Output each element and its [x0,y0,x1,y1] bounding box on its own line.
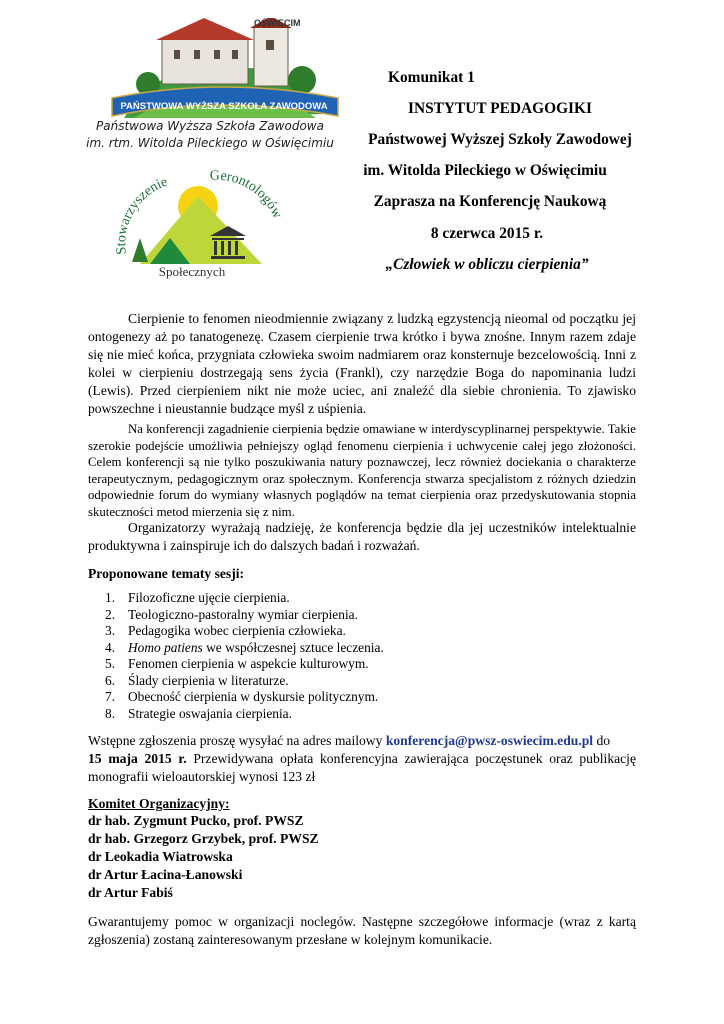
topic-italic-text: Homo patiens [128,639,203,655]
committee-member: dr hab. Grzegorz Grzybek, prof. PWSZ [88,831,319,846]
committee-member: dr hab. Zygmunt Pucko, prof. PWSZ [88,813,304,828]
logo-arc-left: Stowarzyszenie [114,174,170,256]
topic-number: 3. [105,623,116,638]
topic-number: 1. [105,590,116,605]
topic-text: Filozoficzne ujęcie cierpienia. [128,590,290,605]
pwsz-logo [104,18,344,130]
stowarzyszenie-logo [110,166,290,282]
logo-ribbon-text: PAŃSTWOWA WYŻSZA SZKOŁA ZAWODOWA [120,101,328,112]
list-item [88,706,628,723]
svg-text:Gerontologów [210,169,285,222]
list-item [88,640,628,657]
committee-member: dr Artur Fabiś [88,885,173,900]
pwsz-caption-line-2: im. rtm. Witolda Pileckiego w Oświęcimiu [86,136,334,150]
topic-text: Ślady cierpienia w literaturze. [128,672,289,688]
committee-member: dr Leokadia Wiatrowska [88,849,233,864]
committee-list [88,812,636,902]
topics-list [88,590,628,722]
submission-info [88,732,636,786]
paragraph-hope: Organizatorzy wyrażają nadzieję, że konferencja będzie dla jej uczestników intelektualnie produktywna i zainspiruje ich do dalszych badań i rozważań. [88,520,636,553]
topic-text: we współczesnej sztuce leczenia. [202,639,384,655]
conference-date: 8 czerwca 2015 r. [430,225,544,242]
paragraph-scope: Na konferencji zagadnienie cierpienia będzie omawiane w interdyscyplinarnej perspektywie. Takie szerokie podejście umożliwia pełniejszy ogląd fenomenu cierpienia i uchwycenie całej jego złożoności. Celem konferencji są nie tylko poszukiwania natury poznawczej, lecz również dociekania o charakterze terapeutycznym, pedagogicznym oraz społecznym. Konferencja stwarza specjalistom z różnych dziedzin odpowiednie forum do wymiany własnych poglądów na temat cierpienia oraz przedyskutowania stopnia skuteczności metod mierzenia się z nim. [88,422,636,519]
pwsz-caption-line-1: Państwowa Wyższa Szkoła Zawodowa [96,119,324,133]
email-link[interactable]: konferencja@pwsz-oswiecim.edu.pl [385,733,594,748]
list-item [88,656,628,673]
closing-note: Gwarantujemy pomoc w organizacji noclegów. Następne szczegółowe informacje (wraz z kartą zgłoszenia) zostaną zainteresowanym przesłane w kolejnym komunikacie. [88,914,636,947]
list-item [88,590,628,607]
submission-rest: Przewidywana opłata konferencyjna zawierająca poczęstunek oraz publikację monografii wieloautorskiej wynosi 123 zł [88,751,636,784]
topic-number: 6. [105,672,116,688]
logo-arc-right: Gerontologów [209,168,285,222]
institute-name: INSTYTUT PEDAGOGIKI [407,100,593,117]
submission-deadline: 15 maja 2015 r. [88,751,187,766]
conference-title: „Człowiek w obliczu cierpienia” [385,256,589,273]
pwsz-caption [80,118,340,152]
topic-number: 5. [105,656,116,671]
topic-number: 4. [105,639,116,655]
submission-lead: Wstępne zgłoszenia proszę wysyłać na adres mailowy [88,733,386,748]
invitation: Zaprasza na Konferencję Naukową [373,193,607,210]
logo-castle [162,38,248,84]
submission-after-email: do [593,733,611,748]
logo-city: OŚWIĘCIM [254,18,301,28]
paragraph-intro: Cierpienie to fenomen nieodmiennie związany z ludzką egzystencją nieomal od początku jej ontogenezy aż po tanatogenezę. Czasem cierpienie trwa krótko i bywa znośne. Innym razem zdaje się nie mieć końca, przygniata człowieka swoim nadmiarem oraz konsternuje bezcelowością. Inni z kolei w cierpieniu dostrzegają sens życia (Frankl), czy narzędzie Boga do napominania ludzi (Lewis). Przed cierpieniem nikt nie może uciec, ani znaleźć dla siebie chronienia. To zjawisko powszechne i nieustannie budzące myśl z uśpienia. [88,311,636,416]
list-item [88,607,628,624]
topic-text: Obecność cierpienia w dyskursie politycznym. [128,689,379,704]
list-item [88,623,628,640]
topic-number: 2. [105,606,116,622]
topics-heading: Proponowane tematy sesji: [88,566,245,581]
topic-number: 7. [105,689,116,704]
topic-text: Fenomen cierpienia w aspekcie kulturowym. [128,656,369,671]
topic-text: Pedagogika wobec cierpienia człowieka. [128,623,346,638]
list-item [88,673,628,690]
school-name-line-1: Państwowej Wyższej Szkoły Zawodowej [368,131,632,148]
komunikat-label: Komunikat 1 [388,69,475,86]
topic-number: 8. [105,705,116,721]
school-name-line-2: im. Witolda Pileckiego w Oświęcimiu [363,162,607,179]
logo-bottom-text: Społecznych [158,264,226,279]
committee-member: dr Artur Łacina-Łanowski [88,867,243,882]
list-item [88,689,628,706]
topic-text: Teologiczno-pastoralny wymiar cierpienia. [128,606,358,622]
committee-heading: Komitet Organizacyjny: [88,796,230,811]
topic-text: Strategie oswajania cierpienia. [128,705,292,721]
